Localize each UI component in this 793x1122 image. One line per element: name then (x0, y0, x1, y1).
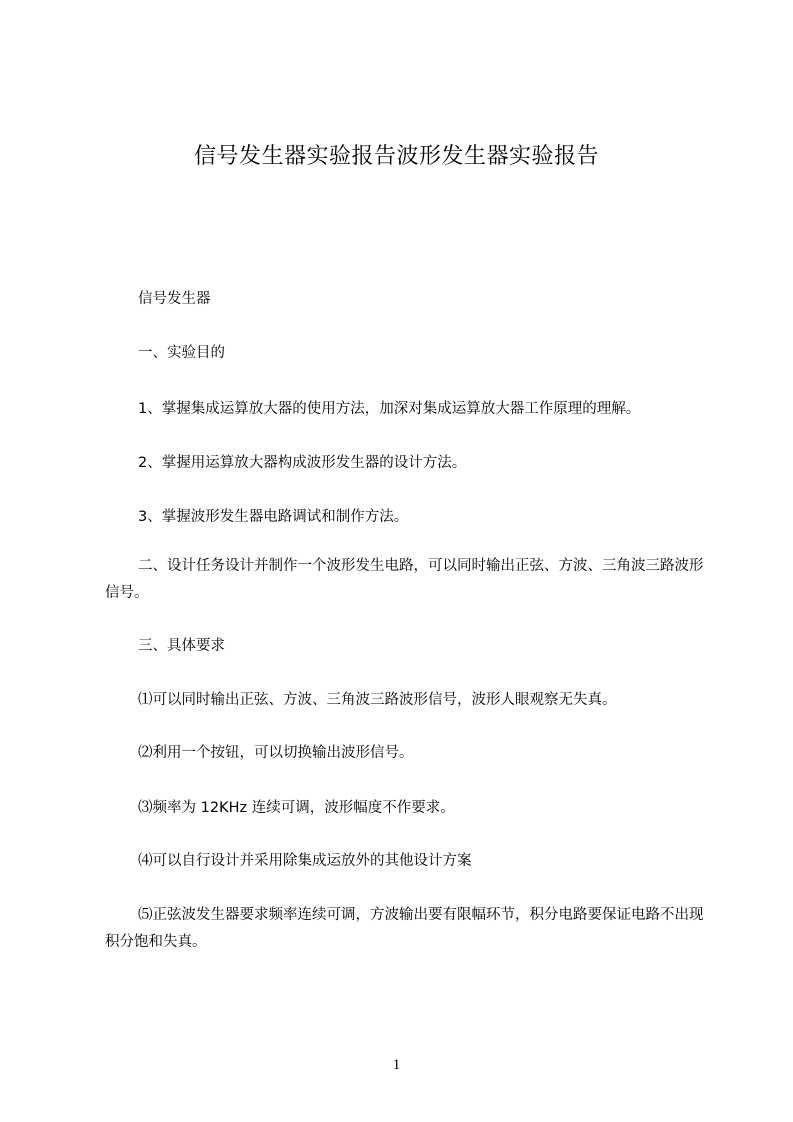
section-heading-signal-generator: 信号发生器 (138, 291, 211, 307)
page-number: 1 (392, 1057, 401, 1073)
section-heading-purpose: 一、实验目的 (138, 345, 225, 361)
document-title: 信号发生器实验报告波形发生器实验报告 (193, 144, 599, 169)
section-heading-requirements: 三、具体要求 (138, 638, 225, 654)
purpose-item-1: 1、掌握集成运算放大器的使用方法，加深对集成运算放大器工作原理的理解。 (138, 401, 641, 417)
requirement-item-5: ⑸正弦波发生器要求频率连续可调，方波输出要有限幅环节，积分电路要保证电路不出现积分饱和失真。 (105, 907, 704, 950)
purpose-item-2: 2、掌握用运算放大器构成波形发生器的设计方法。 (138, 455, 467, 471)
requirement-item-2: ⑵利用一个按钮，可以切换输出波形信号。 (138, 745, 414, 761)
design-task-paragraph: 二、设计任务设计并制作一个波形发生电路，可以同时输出正弦、方波、三角波三路波形信号。 (105, 558, 704, 601)
requirement-item-1: ⑴可以同时输出正弦、方波、三角波三路波形信号，波形人眼观察无失真。 (138, 692, 617, 708)
requirement-item-3: ⑶频率为 12KHz 连续可调，波形幅度不作要求。 (138, 800, 455, 816)
requirement-item-4: ⑷可以自行设计并采用除集成运放外的其他设计方案 (138, 853, 472, 869)
purpose-item-3: 3、掌握波形发生器电路调试和制作方法。 (138, 509, 409, 525)
